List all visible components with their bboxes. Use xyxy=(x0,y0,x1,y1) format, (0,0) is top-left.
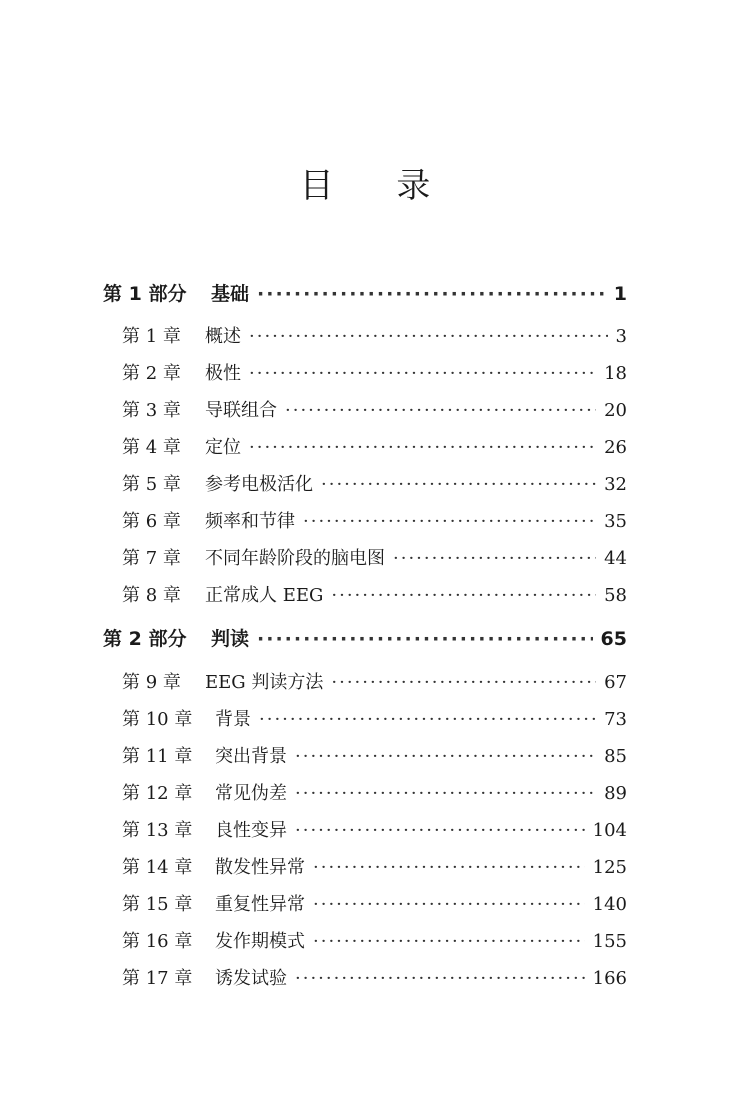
chapter-title: 发作期模式 xyxy=(215,931,305,952)
toc-part-1[interactable] xyxy=(103,279,627,306)
toc-chapter-17[interactable] xyxy=(122,964,627,990)
page-number: 140 xyxy=(592,894,627,915)
toc-chapter-12[interactable] xyxy=(122,779,627,805)
page-number: 104 xyxy=(592,820,627,841)
page-number: 26 xyxy=(604,437,627,458)
chapter-title: 频率和节律 xyxy=(205,511,295,532)
page-number: 58 xyxy=(604,585,627,606)
chapter-number: 第 15 章 xyxy=(122,894,193,915)
chapter-number: 第 17 章 xyxy=(122,968,193,989)
toc-chapter-7[interactable] xyxy=(122,544,627,570)
chapter-number: 第 14 章 xyxy=(122,857,193,878)
toc-chapter-11[interactable] xyxy=(122,742,627,768)
chapter-number: 第 8 章 xyxy=(122,585,181,606)
chapter-number: 第 13 章 xyxy=(122,820,193,841)
toc-chapter-13[interactable] xyxy=(122,816,627,842)
chapter-title: 概述 xyxy=(205,326,241,347)
dot-leader xyxy=(257,628,593,650)
chapter-number: 第 9 章 xyxy=(122,672,181,693)
dot-leader xyxy=(295,783,596,804)
page-number: 89 xyxy=(604,783,627,804)
chapter-title: 突出背景 xyxy=(215,746,287,767)
chapter-title: 定位 xyxy=(205,437,241,458)
page-number: 44 xyxy=(604,548,627,569)
dot-leader xyxy=(285,400,596,421)
chapter-number: 第 7 章 xyxy=(122,548,181,569)
dot-leader xyxy=(331,585,596,606)
part-title: 判读 xyxy=(211,628,250,650)
toc-chapter-9[interactable] xyxy=(122,668,627,694)
toc-chapter-3[interactable] xyxy=(122,396,627,422)
page-number: 18 xyxy=(604,363,627,384)
toc-chapter-5[interactable] xyxy=(122,470,627,496)
chapter-title: EEG 判读方法 xyxy=(205,672,324,693)
page-number: 73 xyxy=(604,709,627,730)
dot-leader xyxy=(295,820,585,841)
chapter-title: 常见伪差 xyxy=(215,783,287,804)
dot-leader xyxy=(259,709,596,730)
chapter-title: 极性 xyxy=(205,363,241,384)
page-number: 1 xyxy=(613,283,627,305)
toc-chapter-16[interactable] xyxy=(122,927,627,953)
page-title: 目 录 xyxy=(299,166,457,206)
chapter-number: 第 3 章 xyxy=(122,400,181,421)
page-number: 20 xyxy=(604,400,627,421)
toc-chapter-8[interactable] xyxy=(122,581,627,607)
dot-leader xyxy=(393,548,596,569)
page-number: 67 xyxy=(604,672,627,693)
dot-leader xyxy=(313,931,585,952)
dot-leader xyxy=(249,363,596,384)
dot-leader xyxy=(313,894,585,915)
page-number: 32 xyxy=(604,474,627,495)
chapter-number: 第 2 章 xyxy=(122,363,181,384)
chapter-number: 第 16 章 xyxy=(122,931,193,952)
chapter-title: 诱发试验 xyxy=(215,968,287,989)
chapter-title: 重复性异常 xyxy=(215,894,305,915)
part-title: 基础 xyxy=(211,283,250,305)
chapter-number: 第 10 章 xyxy=(122,709,193,730)
dot-leader xyxy=(249,437,596,458)
toc-chapter-15[interactable] xyxy=(122,890,627,916)
dot-leader xyxy=(249,326,608,347)
dot-leader xyxy=(321,474,596,495)
part-number: 第 2 部分 xyxy=(103,628,187,650)
chapter-title: 不同年龄阶段的脑电图 xyxy=(205,548,385,569)
chapter-number: 第 12 章 xyxy=(122,783,193,804)
page-number: 85 xyxy=(604,746,627,767)
page-number: 125 xyxy=(592,857,627,878)
toc-chapter-14[interactable] xyxy=(122,853,627,879)
chapter-title: 背景 xyxy=(215,709,251,730)
chapter-title: 参考电极活化 xyxy=(205,474,313,495)
chapter-number: 第 11 章 xyxy=(122,746,193,767)
toc-chapter-2[interactable] xyxy=(122,359,627,385)
toc-chapter-6[interactable] xyxy=(122,507,627,533)
dot-leader xyxy=(303,511,596,532)
chapter-number: 第 4 章 xyxy=(122,437,181,458)
dot-leader xyxy=(295,968,585,989)
toc-chapter-10[interactable] xyxy=(122,705,627,731)
part-number: 第 1 部分 xyxy=(103,283,187,305)
chapter-title: 良性变异 xyxy=(215,820,287,841)
toc-chapter-4[interactable] xyxy=(122,433,627,459)
dot-leader xyxy=(331,672,596,693)
chapter-number: 第 1 章 xyxy=(122,326,181,347)
page-number: 3 xyxy=(615,326,627,347)
page-number: 65 xyxy=(600,628,627,650)
dot-leader xyxy=(313,857,585,878)
chapter-title: 导联组合 xyxy=(205,400,277,421)
page-number: 155 xyxy=(592,931,627,952)
chapter-title: 散发性异常 xyxy=(215,857,305,878)
dot-leader xyxy=(257,283,606,305)
toc-part-2[interactable] xyxy=(103,624,627,651)
page-number: 35 xyxy=(604,511,627,532)
chapter-number: 第 5 章 xyxy=(122,474,181,495)
chapter-title: 正常成人 EEG xyxy=(205,585,324,606)
dot-leader xyxy=(295,746,596,767)
chapter-number: 第 6 章 xyxy=(122,511,181,532)
page-number: 166 xyxy=(592,968,627,989)
toc-chapter-1[interactable] xyxy=(122,322,627,348)
